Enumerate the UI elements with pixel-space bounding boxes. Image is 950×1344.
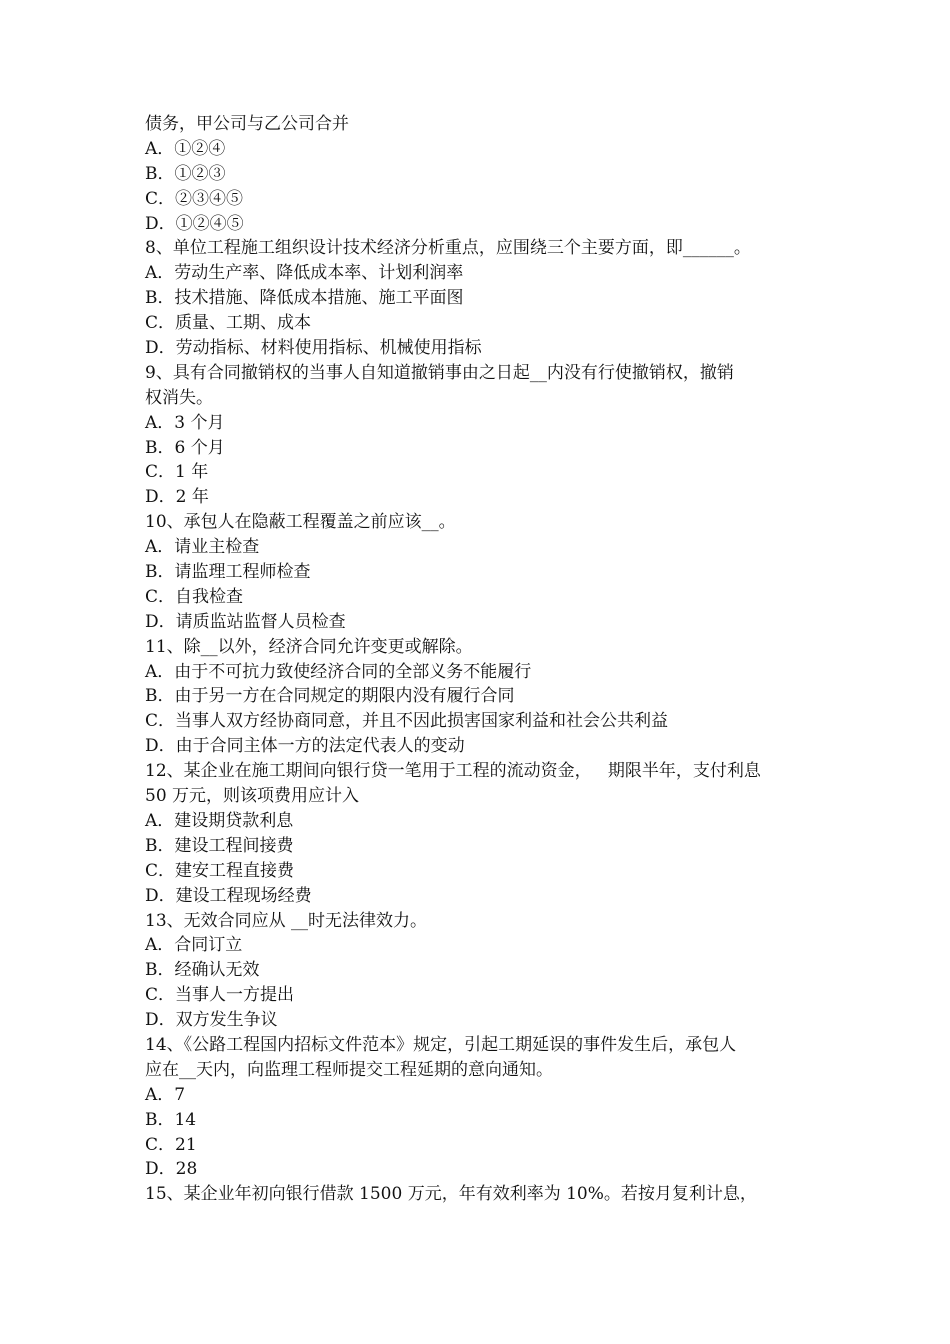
text-line: 9、具有合同撤销权的当事人自知道撤销事由之日起__内没有行使撤销权，撤销 — [145, 362, 734, 383]
text-line: 8、单位工程施工组织设计技术经济分析重点，应围绕三个主要方面，即______。 — [145, 238, 751, 259]
text-line: C．当事人一方提出 — [145, 985, 295, 1006]
text-line: 13、无效合同应从 __时无法律效力。 — [145, 910, 428, 931]
text-line: B．经确认无效 — [145, 960, 260, 981]
text-line: C．21 — [145, 1134, 197, 1155]
text-line: D．请质监站监督人员检查 — [145, 611, 346, 632]
text-line: C．建安工程直接费 — [145, 860, 295, 881]
text-line: A．请业主检查 — [145, 537, 260, 558]
text-line: D．2 年 — [145, 487, 209, 508]
text-line: B．14 — [145, 1109, 197, 1130]
text-line: A．合同订立 — [145, 935, 243, 956]
text-line: 权消失。 — [145, 387, 213, 408]
text-line: A．①②④ — [145, 138, 226, 159]
text-line: B．6 个月 — [145, 437, 225, 458]
text-line: A．建设期贷款利息 — [145, 810, 294, 831]
text-line: 应在__天内，向监理工程师提交工程延期的意向通知。 — [145, 1059, 553, 1080]
text-line: 15、某企业年初向银行借款 1500 万元，年有效利率为 10%。若按月复利计息， — [145, 1184, 757, 1205]
text-line: 11、除__以外，经济合同允许变更或解除。 — [145, 636, 473, 657]
text-line: 14、《公路工程国内招标文件范本》规定，引起工期延误的事件发生后，承包人 — [145, 1034, 737, 1055]
text-line: B．由于另一方在合同规定的期限内没有履行合同 — [145, 686, 515, 707]
text-line: D．建设工程现场经费 — [145, 885, 312, 906]
text-line: B．技术措施、降低成本措施、施工平面图 — [145, 288, 464, 309]
text-line: B．请监理工程师检查 — [145, 562, 311, 583]
text-line: B．①②③ — [145, 163, 226, 184]
text-line: D．①②④⑤ — [145, 213, 244, 234]
text-line: C．质量、工期、成本 — [145, 313, 312, 334]
document-body — [145, 112, 810, 1207]
text-line: C．当事人双方经协商同意，并且不因此损害国家利益和社会公共利益 — [145, 711, 669, 732]
text-line: C．自我检查 — [145, 586, 244, 607]
text-line: A．3 个月 — [145, 412, 225, 433]
text-line: A．由于不可抗力致使经济合同的全部义务不能履行 — [145, 661, 532, 682]
text-line: 12、某企业在施工期间向银行贷一笔用于工程的流动资金， 期限半年，支付利息 — [145, 761, 761, 782]
text-line: B．建设工程间接费 — [145, 835, 294, 856]
text-line: A．7 — [145, 1084, 186, 1105]
text-line: 50 万元，则该项费用应计入 — [145, 786, 360, 807]
text-line: D．由于合同主体一方的法定代表人的变动 — [145, 736, 465, 757]
text-line: D．劳动指标、材料使用指标、机械使用指标 — [145, 338, 482, 359]
text-line: C．1 年 — [145, 462, 209, 483]
text-line: 债务，甲公司与乙公司合并 — [145, 114, 349, 134]
text-line: D．双方发生争议 — [145, 1010, 278, 1031]
text-line: C．②③④⑤ — [145, 188, 244, 209]
text-line: 10、承包人在隐蔽工程覆盖之前应该__。 — [145, 512, 456, 533]
text-line: A．劳动生产率、降低成本率、计划利润率 — [145, 263, 464, 284]
text-line: D．28 — [145, 1159, 198, 1180]
